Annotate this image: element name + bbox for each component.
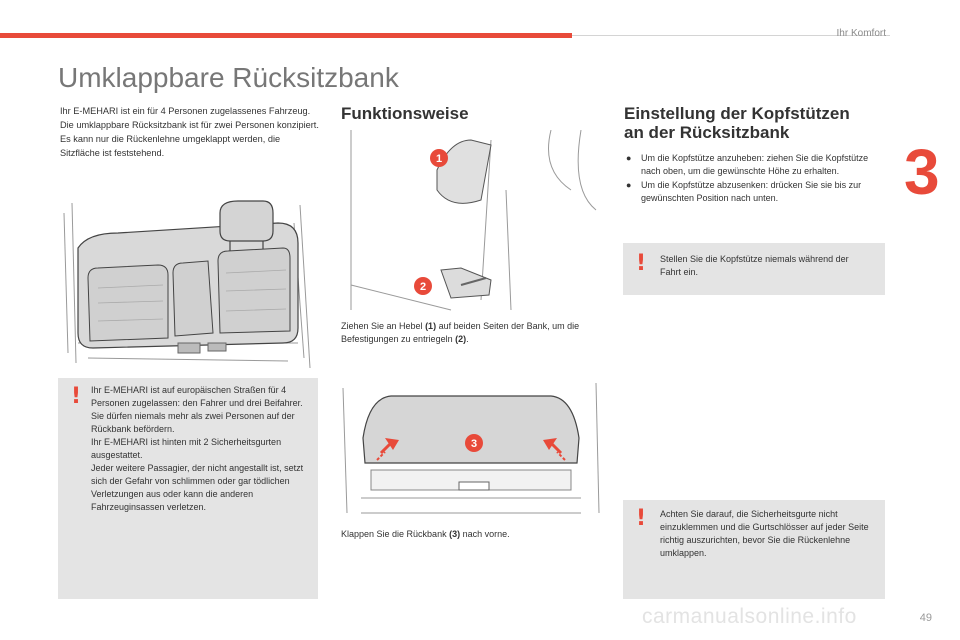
seat-fold-illustration bbox=[341, 378, 603, 518]
warning-line: Jeder weitere Passagier, der nicht angestallt ist, setzt sich der Gefahr von schlimmen oder gar tödlichen Verletzungen aus oder kann die anderen Fahrzeuginsassen verletzen. bbox=[91, 463, 304, 512]
page-title: Umklappbare Rücksitzbank bbox=[58, 62, 399, 93]
callout-1: 1 bbox=[435, 153, 443, 165]
heading-line: Einstellung der Kopfstützen bbox=[624, 104, 850, 123]
exclamation-icon: ! bbox=[636, 251, 647, 276]
exclamation-icon: ! bbox=[71, 384, 82, 409]
watermark: carmanualsonline.info bbox=[642, 605, 857, 628]
bullet-text: Um die Kopfstütze abzusenken: drücken Sie sie bis zur gewünschten Position nach unten. bbox=[641, 180, 862, 203]
bullet-icon: ● bbox=[626, 180, 632, 190]
warning-box-headrest bbox=[623, 243, 885, 295]
heading-line: an der Rücksitzbank bbox=[624, 123, 790, 142]
callout-3: 3 bbox=[470, 438, 478, 450]
callout-2: 2 bbox=[419, 281, 427, 293]
step2-text bbox=[341, 528, 603, 541]
section-label: Ihr Komfort bbox=[836, 28, 886, 39]
warning-line: Ihr E-MEHARI ist hinten mit 2 Sicherheitsgurten ausgestattet. bbox=[91, 437, 282, 460]
seat-lever-illustration bbox=[341, 130, 603, 315]
page-number: 49 bbox=[919, 612, 932, 624]
bullet-icon: ● bbox=[626, 153, 632, 163]
step1-pre: Ziehen Sie an Hebel bbox=[341, 321, 426, 331]
heading-funktionsweise: Funktionsweise bbox=[341, 104, 469, 123]
warning-text: Achten Sie darauf, die Sicherheitsgurte nicht einzuklemmen und die Gurtschlösser auf jeder Seite richtig auszurichten, bevor Sie die Rückenlehne umklappen. bbox=[660, 509, 869, 558]
warning-text: Stellen Sie die Kopfstütze niemals während der Fahrt ein. bbox=[660, 254, 849, 277]
bullet-list bbox=[626, 152, 884, 206]
intro-line: Ihr E-MEHARI ist ein für 4 Personen zugelassenes Fahrzeug. bbox=[60, 106, 311, 116]
intro-line: Die umklappbare Rücksitzbank ist für zwei Personen konzipiert. bbox=[60, 120, 319, 130]
header-accent-bar bbox=[0, 33, 572, 38]
warning-line: Ihr E-MEHARI ist auf europäischen Straßen für 4 Personen zugelassen: den Fahrer und drei Beifahrer. bbox=[91, 385, 303, 408]
bullet-text: Um die Kopfstütze anzuheben: ziehen Sie die Kopfstütze nach oben, um die gewünschte Höhe zu erhalten. bbox=[641, 153, 869, 176]
chapter-number: 3 bbox=[904, 136, 940, 208]
list-item bbox=[626, 179, 884, 205]
heading-kopfstuetzen bbox=[624, 104, 850, 142]
exclamation-icon: ! bbox=[636, 506, 647, 531]
step2-pre: Klappen Sie die Rückbank bbox=[341, 529, 450, 539]
step2-post: nach vorne. bbox=[460, 529, 510, 539]
rear-seat-illustration bbox=[58, 193, 320, 373]
intro-text bbox=[60, 104, 322, 160]
step1-mid: auf beiden Seiten der Bank, um die Befestigungen zu entriegeln bbox=[341, 321, 580, 344]
warning-text bbox=[91, 384, 311, 514]
warning-line: Sie dürfen niemals mehr als zwei Personen auf der Rückbank befördern. bbox=[91, 411, 295, 434]
list-item bbox=[626, 152, 884, 178]
warning-box-seatbelts bbox=[623, 500, 885, 599]
step1-ref2: (2) bbox=[455, 334, 467, 344]
step1-ref1: (1) bbox=[425, 321, 437, 331]
warning-box-passengers bbox=[58, 378, 318, 599]
step1-post: . bbox=[466, 334, 469, 344]
intro-line: Es kann nur die Rückenlehne umgeklappt werden, die Sitzfläche ist feststehend. bbox=[60, 134, 281, 158]
step2-ref: (3) bbox=[449, 529, 461, 539]
step1-text bbox=[341, 320, 603, 346]
